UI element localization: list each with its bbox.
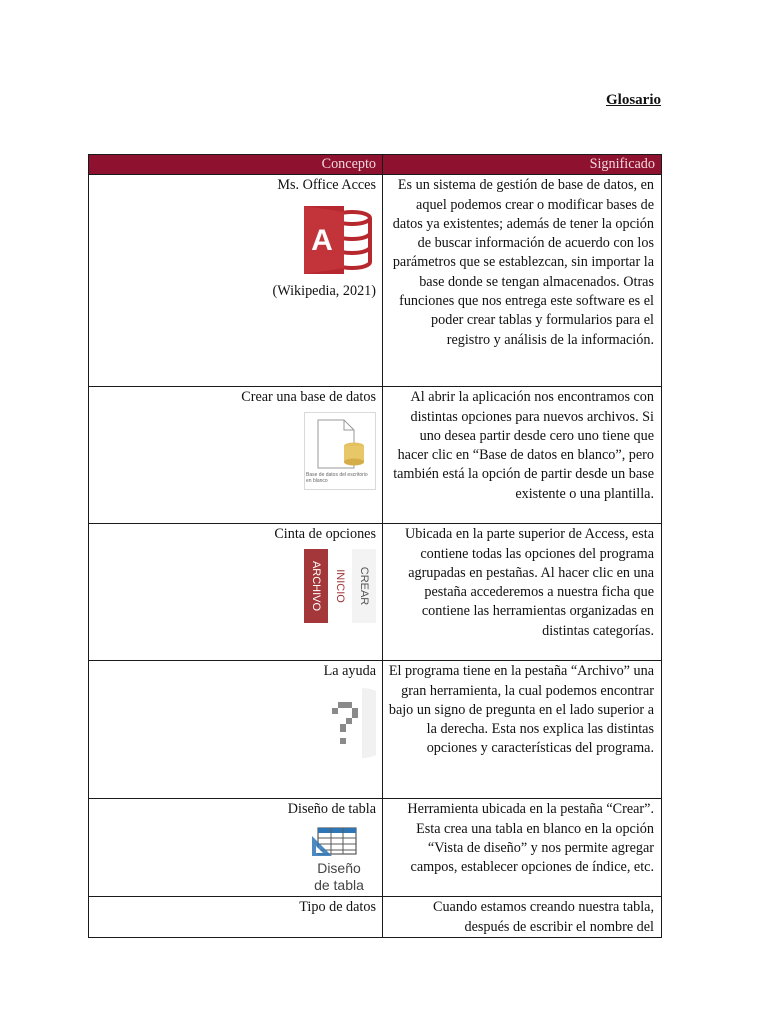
table-row	[89, 897, 662, 938]
citation: (Wikipedia, 2021)	[272, 282, 376, 299]
table-row	[89, 661, 662, 799]
header-significado: Significado	[383, 155, 662, 175]
blank-database-icon: Base de datos del escritorio en blanco	[93, 412, 376, 490]
concept-cell	[89, 661, 383, 799]
table-row	[89, 175, 662, 387]
meaning-cell: Es un sistema de gestión de base de datos, en aquel podemos crear o modificar bases de datos ya existentes; además de tener la opción de buscar información de acuerdo con los parámetros que se establezcan, sin importar la base donde se tengan almacenados. Otras funciones que nos entrega este software es el poder crear tablas y formularios para el registro y análisis de la información.	[383, 175, 662, 387]
concept-label: Diseño de tabla	[287, 801, 376, 818]
concept-cell	[89, 387, 383, 524]
glossary-table	[88, 154, 662, 938]
meaning-cell: El programa tiene en la pestaña “Archivo” una gran herramienta, la cual podemos encontrar bajo un signo de pregunta en el lado superior a la derecha. Esta nos explica las distintas opciones y características del programa.	[383, 661, 662, 799]
svg-text:ARCHIVO: ARCHIVO	[310, 560, 323, 611]
svg-text:A: A	[311, 223, 333, 257]
meaning-cell: Al abrir la aplicación nos encontramos con distintas opciones para nuevos archivos. Si uno desea partir desde cero uno tiene que hacer clic en “Base de datos en blanco”, pero también está la opción de partir desde un base existente o una plantilla.	[383, 387, 662, 524]
access-logo-icon	[93, 202, 376, 278]
table-header-row	[89, 155, 662, 175]
header-concepto: Concepto	[89, 155, 383, 175]
svg-text:CREAR: CREAR	[358, 566, 371, 605]
concept-label: Cinta de opciones	[274, 526, 376, 543]
svg-text:de tabla: de tabla	[314, 876, 364, 893]
concept-cell	[89, 175, 383, 387]
concept-label: Crear una base de datos	[241, 389, 376, 406]
meaning-cell: Herramienta ubicada en la pestaña “Crear”. Esta crea una tabla en blanco en la opción “Vista de diseño” y nos permite agregar campos, establecer opciones de índice, etc.	[383, 799, 662, 897]
concept-cell	[89, 897, 383, 938]
table-row	[89, 387, 662, 524]
svg-text:INICIO: INICIO	[334, 568, 347, 603]
concept-cell	[89, 524, 383, 661]
ribbon-tabs-icon	[93, 549, 376, 623]
concept-label: Ms. Office Acces	[277, 177, 376, 194]
table-row	[89, 799, 662, 897]
table-design-icon	[93, 826, 376, 896]
page-title: Glosario	[606, 92, 661, 108]
svg-text:Diseño: Diseño	[317, 859, 361, 876]
concept-cell	[89, 799, 383, 897]
concept-label: La ayuda	[323, 663, 376, 680]
question-mark-icon	[93, 688, 376, 758]
meaning-cell: Cuando estamos creando nuestra tabla, después de escribir el nombre del	[383, 897, 662, 938]
meaning-cell: Ubicada en la parte superior de Access, esta contiene todas las opciones del programa agrupadas en pestañas. Al hacer clic en una pestaña accederemos a nuestra ficha que contiene las herramientas organizadas en distintas categorías.	[383, 524, 662, 661]
concept-label: Tipo de datos	[299, 899, 376, 916]
table-row	[89, 524, 662, 661]
